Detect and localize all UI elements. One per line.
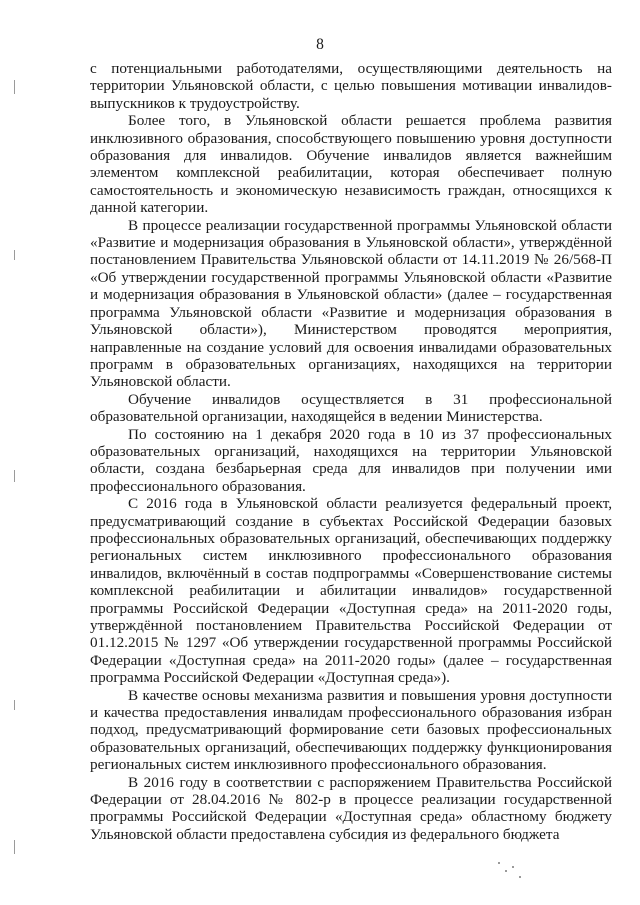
document-body (90, 60, 612, 843)
paragraph-2: Более того, в Ульяновской области решается проблема развития инклюзивного образования, способствующего повышению уровня доступности образования для инвалидов. Обучение инвалидов является важнейшим элементом комплексной реабилитации, которая обеспечивает полную самостоятельность и экономическую независимость граждан, относящихся к данной категории. (90, 112, 612, 217)
paragraph-6: С 2016 года в Ульяновской области реализуется федеральный проект, предусматривающий создание в субъектах Российской Федерации базовых профессиональных образовательных организаций, обеспечивающих поддержку региональных систем инклюзивного профессионального образования инвалидов, включённый в состав подпрограммы «Совершенствование системы комплексной реабилитации и абилитации инвалидов» государственной программы Российской Федерации «Доступная среда» на 2011-2020 годы, утверждённой постановлением Правительства Российской Федерации от 01.12.2015 № 1297 «Об утверждении государственной программы Российской Федерации «Доступная среда» на 2011-2020 годы» (далее – государственная программа Российской Федерации «Доступная среда»). (90, 495, 612, 687)
paragraph-4: Обучение инвалидов осуществляется в 31 профессиональной образовательной организации, находящейся в ведении Министерства. (90, 390, 612, 426)
paragraph-5: По состоянию на 1 декабря 2020 года в 10 из 37 профессиональных образовательных организаций, находящихся на территории Ульяновской области, создана безбарьерная среда для инвалидов при получении ими профессионального образования. (90, 425, 612, 495)
paragraph-8: В 2016 году в соответствии с распоряжением Правительства Российской Федерации от 28.04.2016 № 802-р в процессе реализации государственной программы Российской Федерации «Доступная среда» областному бюджету Ульяновской области предоставлена субсидия из федерального бюджета (90, 773, 612, 843)
paragraph-1: с потенциальными работодателями, осуществляющими деятельность на территории Ульяновской области, с целью повышения мотивации инвалидов-выпускников к трудоустройству. (90, 60, 612, 112)
scan-mark (14, 470, 15, 482)
scan-speck (512, 866, 514, 868)
scan-speck (505, 870, 507, 872)
paragraph-7: В качестве основы механизма развития и повышения уровня доступности и качества предоставления инвалидам профессионального образования избран подход, предусматривающий формирование сети базовых профессиональных образовательных организаций, обеспечивающих поддержку функционирования региональных систем инклюзивного профессионального образования. (90, 686, 612, 774)
scan-speck (498, 862, 500, 864)
page-number: 8 (316, 36, 324, 53)
scan-margin-marks (0, 0, 30, 905)
scan-mark (14, 700, 15, 710)
scan-speck (519, 876, 521, 878)
scan-mark (14, 80, 15, 94)
scan-mark (14, 840, 15, 854)
paragraph-3: В процессе реализации государственной программы Ульяновской области «Развитие и модернизация образования в Ульяновской области», утверждённой постановлением Правительства Ульяновской области от 14.11.2019 № 26/568-П «Об утверждении государственной программы Ульяновской области «Развитие и модернизация образования в Ульяновской области» (далее – государственная программа Ульяновской области «Развитие и модернизация образования в Ульяновской области»), Министерством проводятся мероприятия, направленные на создание условий для освоения инвалидами образовательных программ в образовательных организациях, находящихся на территории Ульяновской области. (90, 216, 612, 391)
scan-mark (14, 250, 15, 260)
